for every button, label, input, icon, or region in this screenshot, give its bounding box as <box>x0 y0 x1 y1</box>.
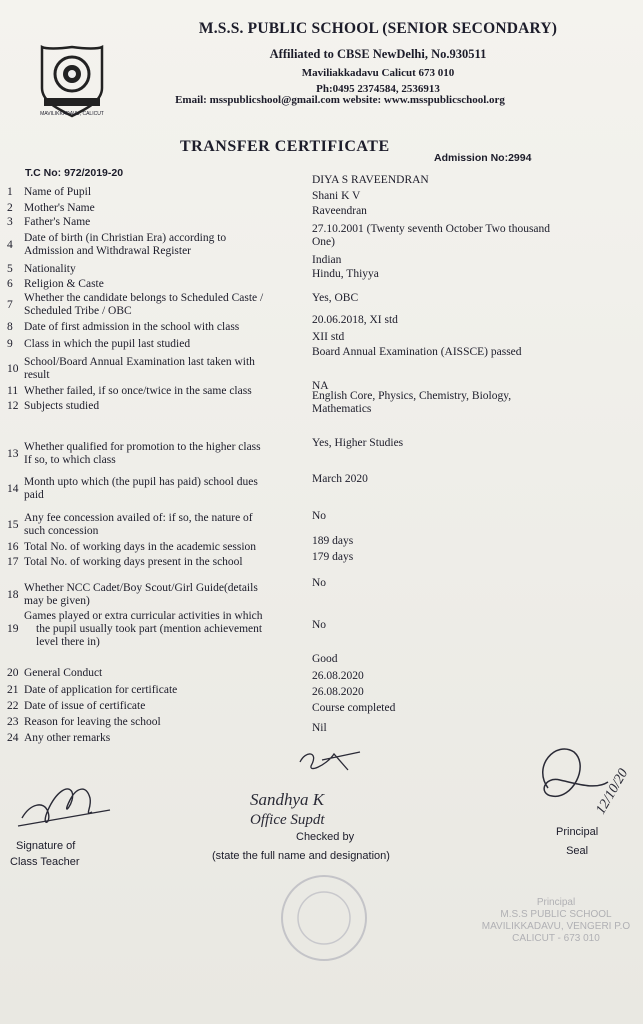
field-label-line: Nationality <box>24 263 76 275</box>
field-value-line: Yes, Higher Studies <box>312 437 404 449</box>
field-value <box>312 686 638 699</box>
field-label-line: Any fee concession availed of: if so, the nature of <box>24 512 253 524</box>
field-value-line: 189 days <box>312 535 354 547</box>
field-value <box>312 292 638 305</box>
row-number: 1 <box>7 186 13 198</box>
field-label <box>24 556 306 569</box>
field-label-line: Total No. of working days present in the school <box>24 556 243 568</box>
field-value-line: Raveendran <box>312 205 367 217</box>
row-number: 10 <box>7 362 19 375</box>
row-number: 4 <box>7 238 13 251</box>
field-value-line: Yes, OBC <box>312 292 359 304</box>
field-label-line: paid <box>24 489 44 501</box>
handwritten-designation: Office Supdt <box>250 812 325 828</box>
field-label <box>24 582 306 608</box>
field-label-line: Name of Pupil <box>24 186 92 198</box>
class-teacher-signature-label: Signature of Class Teacher <box>10 840 80 868</box>
field-label-line: Date of birth (in Christian Era) according to <box>24 232 227 244</box>
field-label-line: result <box>24 369 50 381</box>
field-value <box>312 346 638 359</box>
checked-by-label: Checked by <box>296 831 355 843</box>
field-label <box>24 263 306 276</box>
field-value-line: 20.06.2018, XI std <box>312 314 398 326</box>
row-number: 21 <box>7 684 19 696</box>
field-label-line: If so, to which class <box>24 454 116 466</box>
row-number: 19 <box>7 623 19 635</box>
field-label <box>24 186 306 199</box>
field-label-line: Whether qualified for promotion to the higher class <box>24 441 261 453</box>
field-value-line: 26.08.2020 <box>312 670 364 682</box>
field-label <box>24 610 306 649</box>
field-value-line: No <box>312 619 327 631</box>
field-label-line: Class in which the pupil last studied <box>24 338 191 350</box>
row-number: 20 <box>7 667 19 679</box>
field-value <box>312 190 638 203</box>
field-label <box>24 356 306 382</box>
field-label-line: level there in) <box>36 636 100 648</box>
email-website: Email: msspublicshool@gmail.com website: www.msspublicschool.org <box>175 94 505 106</box>
row-number: 16 <box>7 541 19 553</box>
field-label-line: Total No. of working days in the academic session <box>24 541 257 553</box>
affiliation: Affiliated to CBSE NewDelhi, No.930511 <box>269 47 487 61</box>
field-label-line: Mother's Name <box>24 202 95 214</box>
field-value-line: DIYA S RAVEENDRAN <box>312 174 429 186</box>
field-value <box>312 331 638 344</box>
field-value-line: No <box>312 577 327 589</box>
field-label-line: Whether NCC Cadet/Boy Scout/Girl Guide(details <box>24 582 258 594</box>
field-value-line: 26.08.2020 <box>312 686 364 698</box>
field-label <box>24 441 306 467</box>
field-value <box>312 670 638 683</box>
field-value <box>312 473 638 486</box>
field-value-line: Mathematics <box>312 403 372 415</box>
field-label-line: Any other remarks <box>24 732 111 744</box>
field-label-line: the pupil usually took part (mention achievement <box>36 623 263 635</box>
field-value <box>312 254 638 267</box>
field-value-line: March 2020 <box>312 473 368 485</box>
field-value <box>312 702 638 715</box>
field-label-line: Religion & Caste <box>24 278 104 290</box>
row-number: 18 <box>7 588 19 601</box>
handwritten-name: Sandhya K <box>250 790 325 809</box>
field-value <box>312 268 638 281</box>
row-number: 22 <box>7 700 19 712</box>
field-value <box>312 535 638 548</box>
field-label-line: Scheduled Tribe / OBC <box>24 305 132 317</box>
principal-seal-label: Principal Seal <box>556 826 599 857</box>
field-label-line: Date of application for certificate <box>24 684 178 696</box>
field-label-line: Whether failed, if so once/twice in the same class <box>24 385 252 397</box>
field-label-line: Date of first admission in the school with class <box>24 321 240 333</box>
field-value-line: 179 days <box>312 551 354 563</box>
field-label <box>24 667 306 680</box>
field-label <box>24 684 306 697</box>
row-number: 11 <box>7 385 19 397</box>
field-value <box>312 437 638 450</box>
field-label-line: Subjects studied <box>24 400 100 412</box>
row-number: 24 <box>7 732 19 744</box>
logo-caption: MAVILIKKADAVU, CALICUT <box>40 111 104 117</box>
row-number: 12 <box>7 400 19 412</box>
field-value <box>312 510 638 523</box>
field-value-line: Board Annual Examination (AISSCE) passed <box>312 346 522 358</box>
field-label <box>24 232 306 258</box>
row-number: 2 <box>7 202 13 214</box>
field-label-line: Month upto which (the pupil has paid) school dues <box>24 476 258 488</box>
field-label <box>24 512 306 538</box>
field-value-line: Shani K V <box>312 190 361 202</box>
field-value <box>312 174 638 187</box>
row-number: 9 <box>7 338 13 350</box>
field-value <box>312 722 638 735</box>
row-number: 17 <box>7 556 19 568</box>
field-label <box>24 385 306 398</box>
field-label <box>24 202 306 215</box>
field-label <box>24 321 306 334</box>
checked-by-note: (state the full name and designation) <box>212 850 390 862</box>
field-value <box>312 390 638 416</box>
field-value <box>312 619 638 632</box>
faint-seal-icon <box>278 872 370 964</box>
principal-stamp: Principal M.S.S PUBLIC SCHOOL MAVILIKKADAVU, VENGERI P.O CALICUT - 673 010 <box>481 897 631 944</box>
field-label-line: may be given) <box>24 595 90 607</box>
field-value-line: 27.10.2001 (Twenty seventh October Two thousand <box>312 223 551 235</box>
field-label-line: General Conduct <box>24 667 103 679</box>
tc-number: T.C No: 972/2019-20 <box>25 167 124 179</box>
phone: Ph:0495 2374584, 2536913 <box>316 83 440 95</box>
field-label <box>24 476 306 502</box>
field-value <box>312 551 638 564</box>
field-label-line: Admission and Withdrawal Register <box>24 245 192 257</box>
field-value-line: One) <box>312 236 335 248</box>
school-name: M.S.S. PUBLIC SCHOOL (SENIOR SECONDARY) <box>198 20 558 37</box>
row-number: 15 <box>7 518 19 531</box>
field-label <box>24 216 306 229</box>
field-value-line: XII std <box>312 331 345 343</box>
field-label <box>24 716 306 729</box>
field-label <box>24 400 306 413</box>
certificate-title: TRANSFER CERTIFICATE <box>180 138 390 155</box>
handwritten-date: 12/10/20 <box>593 766 632 818</box>
field-value <box>312 205 638 218</box>
row-number: 8 <box>7 321 13 333</box>
field-label-line: such concession <box>24 525 99 537</box>
field-label-line: Date of issue of certificate <box>24 700 146 712</box>
field-label-line: Games played or extra curricular activities in which <box>24 610 263 622</box>
address: Maviliakkadavu Calicut 673 010 <box>301 67 455 79</box>
field-label-line: Reason for leaving the school <box>24 716 161 728</box>
field-label <box>24 541 306 554</box>
field-label <box>24 278 306 291</box>
field-value <box>312 223 638 249</box>
row-number: 3 <box>7 216 13 228</box>
field-value-line: English Core, Physics, Chemistry, Biology, <box>312 390 512 402</box>
school-crest-icon <box>38 44 106 118</box>
field-value-line: No <box>312 510 327 522</box>
field-label-line: School/Board Annual Examination last taken with <box>24 356 255 368</box>
row-number: 6 <box>7 278 13 290</box>
field-value <box>312 314 638 327</box>
field-value-line: NA <box>312 380 329 392</box>
row-number: 5 <box>7 263 13 275</box>
field-label-line: Whether the candidate belongs to Scheduled Caste / <box>24 292 264 304</box>
field-value-line: Hindu, Thiyya <box>312 268 379 280</box>
field-value-line: Course completed <box>312 702 396 714</box>
admission-number: Admission No:2994 <box>434 152 532 164</box>
field-value <box>312 577 638 590</box>
row-number: 23 <box>7 716 19 728</box>
field-label-line: Father's Name <box>24 216 91 228</box>
field-value-line: Nil <box>312 722 327 734</box>
field-value-line: Good <box>312 653 338 665</box>
field-label <box>24 292 306 318</box>
field-label <box>24 700 306 713</box>
field-label <box>24 338 306 351</box>
field-value-line: Indian <box>312 254 342 266</box>
row-number: 13 <box>7 447 19 460</box>
row-number: 7 <box>7 298 13 311</box>
row-number: 14 <box>7 482 19 495</box>
field-value <box>312 653 638 666</box>
